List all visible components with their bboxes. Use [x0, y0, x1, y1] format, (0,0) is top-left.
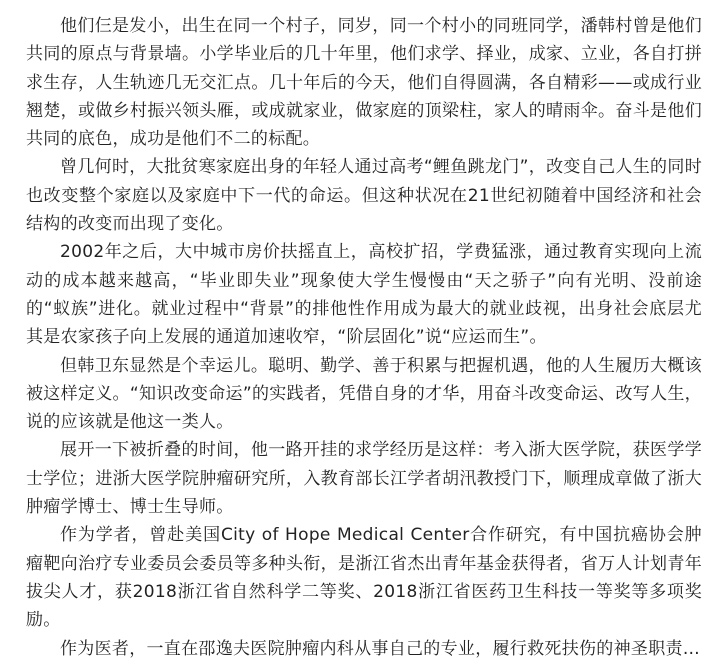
- paragraph-7: 作为医者，一直在邵逸夫医院肿瘤内科从事自己的专业，履行救死扶伤的神圣职责…: [60, 638, 701, 659]
- paragraph-1: 他们仨是发小，出生在同一个村子，同岁，同一个村小的同班同学，潘韩村曾是他们共同的原点与背景墙。小学毕业后的几十年里，他们求学、择业，成家、立业，各自打拼求生存，人生轨迹几无交汇点。几十年后的今天，他们自得圆满，各自精彩——或成行业翘楚，或做乡村振兴领头雁，或成就家业，做家庭的顶梁柱，家人的晴雨伞。奋斗是他们共同的底色，成功是他们不二的标配。: [26, 16, 702, 150]
- paragraph-2: 曾几何时，大批贫寒家庭出身的年轻人通过高考“鲤鱼跳龙门”，改变自己人生的同时也改变整个家庭以及家庭中下一代的命运。但这种状况在21世纪初随着中国经济和社会结构的改变而出现了变化。: [26, 157, 702, 235]
- paragraph-4: 但韩卫东显然是个幸运儿。聪明、勤学、善于积累与把握机遇，他的人生履历大概该被这样定义。“知识改变命运”的实践者，凭借自身的才华，用奋斗改变命运、改写人生，说的应该就是他这一类人。: [26, 355, 702, 433]
- paragraph-6: 作为学者，曾赴美国City of Hope Medical Center合作研究，有中国抗癌协会肿瘤靶向治疗专业委员会委员等多种头衔，是浙江省杰出青年基金获得者，省万人计划青年拔尖人才，获2018浙江省自然科学二等奖、2018浙江省医药卫生科技一等奖等多项奖励。: [26, 525, 702, 631]
- paragraph-5: 展开一下被折叠的时间，他一路开挂的求学经历是这样：考入浙大医学院，获医学学士学位；进浙大医学院肿瘤研究所，入教育部长江学者胡汛教授门下，顺理成章做了浙大肿瘤学博士、博士生导师。: [26, 440, 702, 518]
- paragraph-3: 2002年之后，大中城市房价扶摇直上，高校扩招，学费猛涨，通过教育实现向上流动的成本越来越高，“毕业即失业”现象使大学生慢慢由“天之骄子”向有光明、没前途的“蚁族”进化。就业过程中“背景”的排他性作用成为最大的就业歧视，出身社会底层尤其是农家孩子向上发展的通道加速收窄，“阶层固化”说“应运而生”。: [26, 242, 702, 348]
